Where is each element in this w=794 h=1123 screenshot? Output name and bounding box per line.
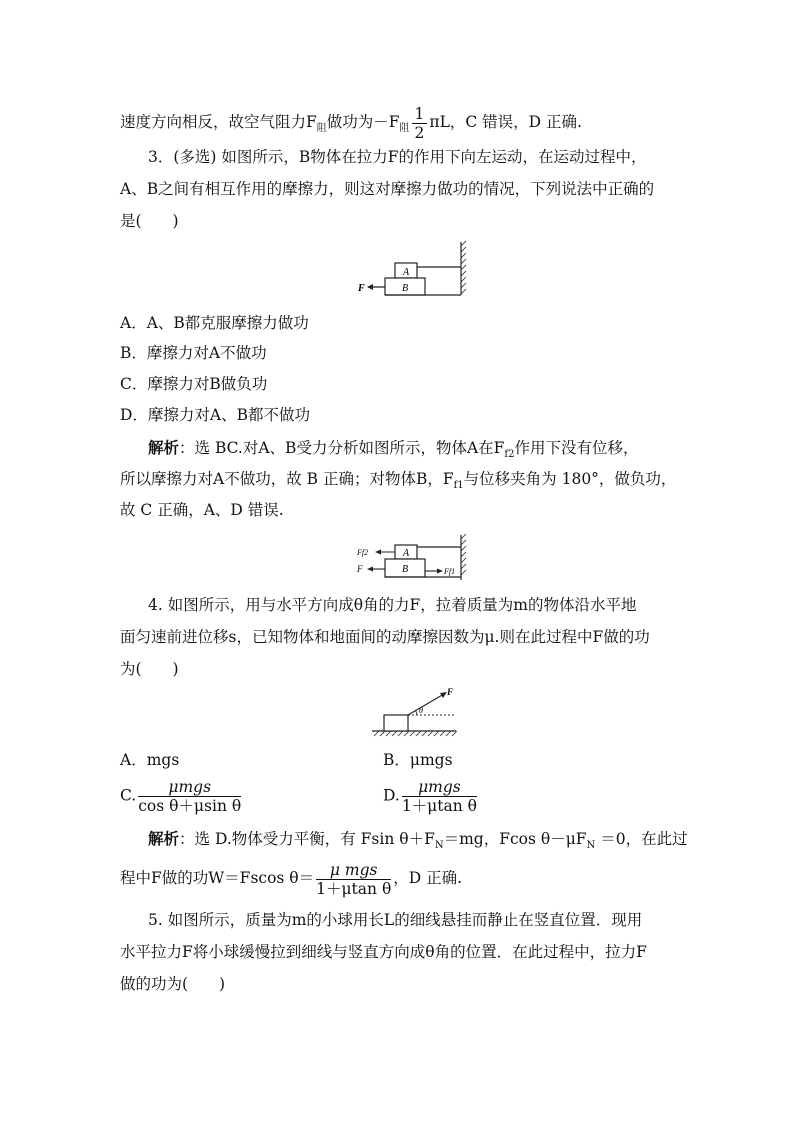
fraction	[402, 778, 477, 815]
analysis-label: 解析	[148, 438, 180, 457]
q3-analysis-figure	[355, 533, 485, 583]
q3-option-c: C．摩擦力对B做负功	[120, 375, 268, 393]
text: ＝mg，Fcos θ－μF	[443, 830, 587, 848]
friction-f2-label: Ff2	[357, 548, 369, 557]
q4-analysis-line2	[120, 858, 462, 898]
q4-stem-line2: 面匀速前进位移s，已知物体和地面间的动摩擦因数为μ.则在此过程中F做的功	[120, 628, 650, 646]
text: 程中F做的功W＝Fscos θ＝	[120, 869, 315, 887]
q3-analysis-line2	[120, 469, 676, 496]
q3-option-a: A．A、B都克服摩擦力做功	[120, 314, 309, 332]
fraction-denominator: 1＋μtan θ	[401, 797, 477, 815]
fraction-denominator: cos θ＋μsin θ	[138, 797, 242, 815]
q3-stem-line2: A、B之间有相互作用的摩擦力，则这对摩擦力做功的情况，下列说法中正确的	[120, 180, 655, 198]
text: 与位移夹角为 180°，做负功，	[463, 470, 677, 488]
q3-stem-line1: 3．(多选) 如图所示，B物体在拉力F的作用下向左运动，在运动过程中，	[148, 148, 647, 166]
text: ＝0，在此过	[595, 830, 688, 848]
subscript: f1	[453, 480, 464, 491]
q5-stem-line2: 水平拉力F将小球缓慢拉到细线与竖直方向成θ角的位置．在此过程中，拉力F	[120, 943, 647, 961]
q4-stem-line1: 4. 如图所示，用与水平方向成θ角的力F，拉着质量为m的物体沿水平地	[148, 596, 637, 614]
force-label: F	[357, 564, 363, 574]
subscript: 阻	[399, 123, 410, 134]
fraction-numerator: μ mgs	[316, 861, 391, 880]
continuation-line	[120, 102, 582, 149]
q4-figure	[370, 686, 460, 738]
subscript: N	[586, 840, 596, 851]
option-label: C.	[120, 786, 137, 805]
text: 所以摩擦力对A不做功，故 B 正确；对物体B，F	[120, 470, 454, 488]
fraction-denominator: 1＋μtan θ	[316, 879, 392, 898]
block-a-label: A	[402, 267, 410, 278]
option-label: D.	[383, 786, 400, 805]
fraction	[316, 861, 391, 898]
q3-analysis-line3: 故 C 正确，A、D 错误.	[120, 501, 284, 519]
analysis-label: 解析	[148, 829, 180, 848]
text: ，D 正确.	[393, 869, 463, 887]
block-a-label: A	[402, 548, 410, 559]
force-label: F	[358, 283, 365, 294]
q4-option-a: A．mgs	[120, 751, 180, 769]
q4-option-d	[383, 778, 479, 815]
fraction	[138, 778, 241, 815]
fraction	[412, 105, 428, 142]
q5-stem-line3: 做的功为( )	[120, 975, 226, 993]
text: ：选 D.物体受力平衡，有 Fsin θ＋F	[179, 830, 435, 848]
subscript: 阻	[316, 123, 327, 134]
friction-f1-label: Ff1	[444, 567, 456, 576]
q5-stem-line1: 5. 如图所示，质量为m的小球用长L的细线悬挂而静止在竖直位置．现用	[148, 911, 643, 929]
q3-stem-line3: 是( )	[120, 212, 179, 230]
fraction-numerator: μmgs	[402, 778, 477, 797]
block-b-label: B	[401, 283, 409, 294]
q4-option-b: B．μmgs	[383, 751, 453, 769]
text: ：选 BC.对A、B受力分析如图所示，物体A在F	[179, 439, 505, 457]
subscript: f2	[504, 449, 515, 460]
force-label: F	[447, 687, 454, 697]
block-b-label: B	[401, 564, 409, 575]
q4-stem-line3: 为( )	[120, 660, 179, 678]
fraction-numerator: μmgs	[138, 778, 241, 797]
q3-option-b: B．摩擦力对A不做功	[120, 344, 267, 362]
q3-analysis-line1	[148, 438, 638, 465]
text: πL，C 错误，D 正确.	[429, 113, 582, 131]
text: 速度方向相反，故空气阻力F	[120, 113, 317, 131]
q4-analysis-line1	[148, 829, 688, 856]
fraction-numerator: 1	[412, 105, 428, 124]
fraction-denominator: 2	[414, 123, 425, 142]
angle-label: θ	[419, 706, 423, 715]
q3-option-d: D．摩擦力对A、B都不做功	[120, 406, 311, 424]
text: 作用下没有位移，	[514, 439, 639, 457]
subscript: N	[434, 840, 444, 851]
q3-figure	[355, 238, 475, 300]
q4-option-c	[120, 778, 243, 815]
text: 做功为－F	[326, 113, 400, 131]
